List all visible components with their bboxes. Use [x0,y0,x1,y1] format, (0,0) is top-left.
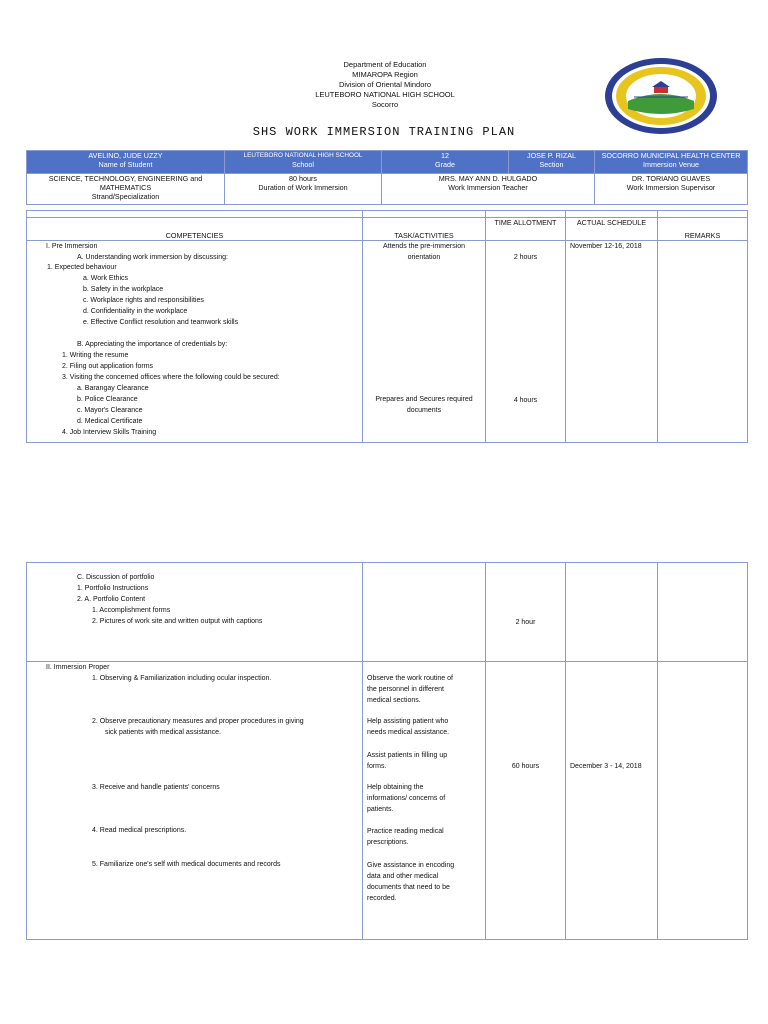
competencies-cell-2 [27,563,363,662]
task-line: Prepares and Secures required [375,396,473,403]
competency-item: sick patients with medical assistance. [105,729,221,736]
task-line: documents that need to be [367,884,450,891]
document-title: SHS WORK IMMERSION TRAINING PLAN [252,125,516,139]
section-label: Section [539,160,564,169]
letterhead-school: LEUTEBORO NATIONAL HIGH SCHOOL [315,90,455,99]
header-competencies: COMPETENCIES [27,218,363,241]
header-actual-schedule: ACTUAL SCHEDULE [566,218,658,241]
task-line: Give assistance in encoding [367,862,455,869]
student-name-cell [27,151,225,174]
task-line: Attends the pre-immersion [382,243,466,250]
duration-cell [225,174,382,205]
school-name: LEUTEBORO NATIONAL HIGH SCHOOL [243,152,363,159]
grade-cell [382,151,509,174]
section-value: JOSE P. RIZAL [527,151,576,160]
time-cell-1 [486,241,566,443]
school-label: School [292,160,314,169]
competency-item: 4. Job Interview Skills Training [62,429,157,436]
task-line: Assist patients in filling up [367,752,448,759]
task-line: the personnel in different [367,686,444,693]
task-line: informations/ concerns of [367,795,446,802]
competency-item: 1. Portfolio Instructions [77,585,149,592]
competency-item: 5. Familiarize one's self with medical documents and records [92,861,281,868]
remarks-cell-1 [658,241,748,443]
remarks-cell-2 [658,563,748,662]
task-line: Help obtaining the [367,784,424,791]
task-line: forms. [367,763,387,770]
strand-line2: MATHEMATICS [99,183,152,192]
venue-label: Immersion Venue [643,160,699,169]
competency-item: A. Understanding work immersion by discussing: [77,254,228,261]
schedule-cell-2 [566,563,658,662]
letterhead-town: Socorro [371,100,399,109]
time-value: 2 hours [513,254,538,261]
training-plan-table [26,210,748,443]
competency-item: C. Discussion of portfolio [77,574,155,581]
competency-item: a. Barangay Clearance [77,385,149,392]
teacher-label: Work Immersion Teacher [448,183,528,192]
task-line: needs medical assistance. [367,729,450,736]
competency-item: b. Safety in the workplace [83,286,164,293]
task-line: patients. [367,806,394,813]
competency-item: 2. Pictures of work site and written output with captions [92,618,263,625]
grade-label: Grade [435,160,455,169]
immersion-proper-heading: II. Immersion Proper [46,664,110,671]
venue-value: SOCORRO MUNICIPAL HEALTH CENTER [601,151,741,160]
competency-item: 1. Writing the resume [62,352,129,359]
task-line: Observe the work routine of [367,675,453,682]
tasks-cell-3 [363,662,486,940]
competency-item: 2. A. Portfolio Content [77,596,146,603]
time-cell-3 [486,662,566,940]
strand-line1: SCIENCE, TECHNOLOGY, ENGINEERING and [48,174,203,183]
competency-item: e. Effective Conflict resolution and teamwork skills [83,319,239,326]
competency-item: 3. Receive and handle patients' concerns [92,784,220,791]
school-cell [225,151,382,174]
supervisor-label: Work Immersion Supervisor [626,183,716,192]
training-plan-table-continued [26,562,748,940]
header-remarks: REMARKS [658,218,748,241]
header-time-allotment: TIME ALLOTMENT [486,218,566,241]
competency-item: 1. Expected behaviour [47,264,117,271]
strand-cell [27,174,225,205]
competency-item: 2. Filing out application forms [62,363,154,370]
competency-item: b. Police Clearance [77,396,138,403]
competency-item: c. Workplace rights and responsibilities [83,297,204,304]
time-value: 2 hour [515,619,536,626]
competency-item: 3. Visiting the concerned offices where the following could be secured: [62,374,280,381]
venue-cell [595,151,748,174]
task-line: documents [406,407,442,414]
letterhead-division: Division of Oriental Mindoro [338,80,432,89]
schedule-cell-3 [566,662,658,940]
task-line: Practice reading medical [367,828,444,835]
task-line: data and other medical [367,873,439,880]
task-line: prescriptions. [367,839,409,846]
competency-item: 2. Observe precautionary measures and proper procedures in giving [92,718,304,725]
supervisor-cell [595,174,748,205]
school-seal-icon [604,57,718,135]
student-name-label: Name of Student [98,160,153,169]
tasks-cell-2 [363,563,486,662]
letterhead-region: MIMAROPA Region [352,70,418,79]
competency-item: d. Medical Certificate [77,418,143,425]
task-line: orientation [407,254,441,261]
competency-item: 4. Read medical prescriptions. [92,827,187,834]
competency-item: I. Pre Immersion [46,243,98,250]
time-value: 60 hours [511,763,540,770]
teacher-value: MRS. MAY ANN D. HULGADO [438,174,538,183]
tasks-cell-1 [363,241,486,443]
schedule-cell-1 [566,241,658,443]
competency-item: c. Mayor's Clearance [77,407,143,414]
competency-item: 1. Accomplishment forms [92,607,171,614]
competency-item: 1. Observing & Familiarization including ocular inspection. [92,675,272,682]
task-line: medical sections. [367,697,421,704]
competencies-cell-1 [27,241,363,443]
strand-label: Strand/Specialization [91,192,160,201]
duration-value: 80 hours [289,174,317,183]
task-line: recorded. [367,895,397,902]
competencies-cell-3 [27,662,363,940]
teacher-cell [382,174,595,205]
time-cell-2 [486,563,566,662]
letterhead-department: Department of Education [343,60,427,69]
duration-label: Duration of Work Immersion [258,183,348,192]
competency-item: B. Appreciating the importance of credentials by: [77,341,228,348]
student-name: AVELINO, JUDE UZZY [88,151,163,160]
header-tasks: TASK/ACTIVITIES [363,218,486,241]
grade-value: 12 [441,151,449,160]
schedule-value: November 12-16, 2018 [570,243,642,250]
section-cell [509,151,595,174]
time-value: 4 hours [513,397,538,404]
letterhead [250,60,520,110]
supervisor-value: DR. TORIANO GUAVES [631,174,711,183]
schedule-value: December 3 - 14, 2018 [570,763,642,770]
competency-item: d. Confidentiality in the workplace [83,308,188,315]
task-line: Help assisting patient who [367,718,449,725]
competency-item: a. Work Ethics [83,275,128,282]
remarks-cell-3 [658,662,748,940]
student-info-table [26,150,748,205]
